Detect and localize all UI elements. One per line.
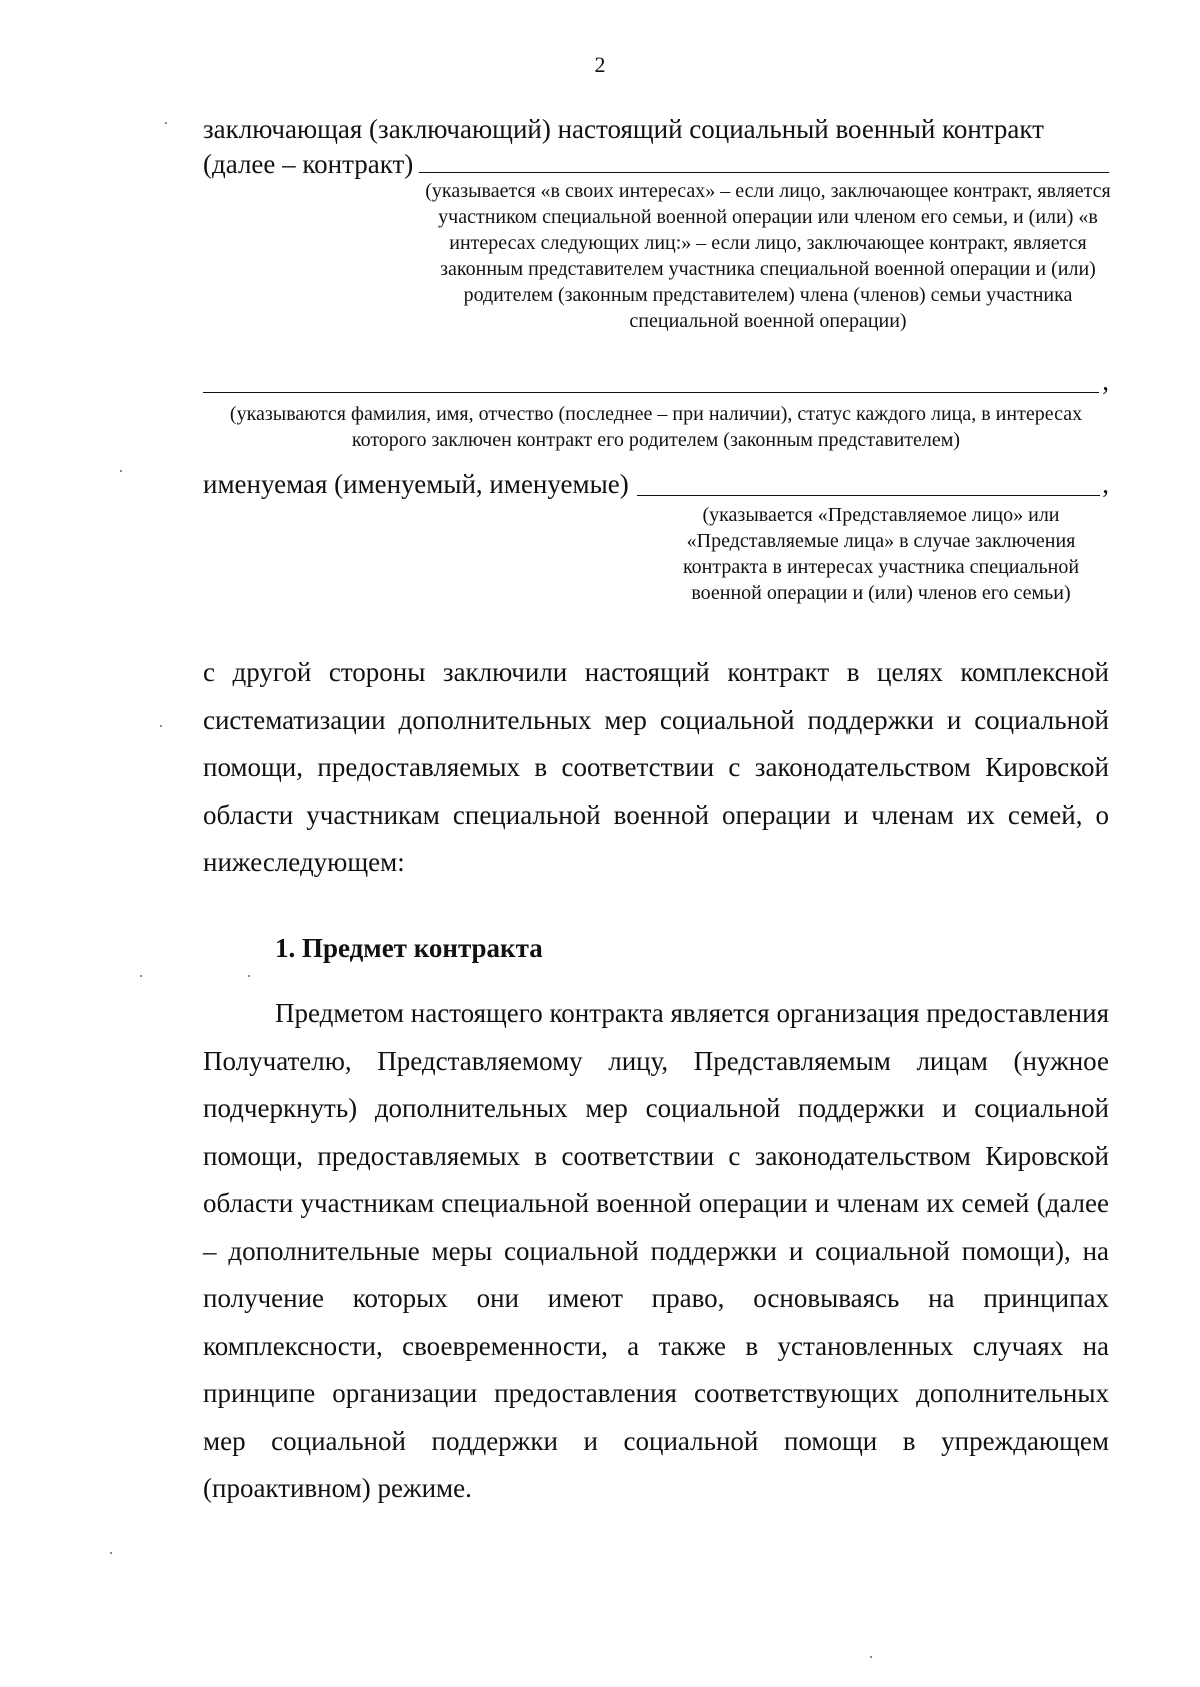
named-line-prefix: именуемая (именуемый, именуемые) [203, 469, 629, 499]
paragraph-sides: с другой стороны заключили настоящий контракт в целях комплексной систематизации дополнительных мер социальной поддержки и социальной помощи, предоставляемых в соответствии с законодательством Кировской области участникам специальной военной операции и членам их семей, о нижеследующем: [203, 657, 1109, 877]
trailing-comma: , [1102, 469, 1109, 499]
note-persons: (указываются фамилия, имя, отчество (последнее – при наличии), статус каждого лица, в интересах которого заключен контракт его родителем (законным представителем) [229, 403, 1083, 451]
scan-speck [165, 122, 167, 124]
paragraph-subject: Предметом настоящего контракта является организация предоставления Получателю, Представляемому лицу, Представляемым лицам (нужное подчеркнуть) дополнительных мер социальной поддержки и социальной помощи, предоставляемых в соответствии с законодательством Кировской области участникам специальной военной операции и членам их семей (далее – дополнительные меры социальной поддержки и социальной помощи), на получение которых они имеют право, основываясь на принципах комплексности, своевременности, а также в установленных случаях на принципе организации предоставления соответствующих дополнительных мер социальной поддержки и социальной помощи в упреждающем (проактивном) режиме. [203, 998, 1109, 1503]
scan-speck [120, 470, 122, 472]
section-title: 1. Предмет контракта [275, 933, 543, 963]
scan-speck [110, 1552, 112, 1554]
scan-speck [140, 975, 142, 977]
scan-speck [870, 1656, 872, 1658]
scan-speck [160, 725, 162, 727]
contract-party-line [203, 112, 1109, 182]
represented-persons-line [203, 366, 1109, 396]
note-interests: (указывается «в своих интересах» – если лицо, заключающее контракт, является участником специальной военной операции или членом его семьи, и (или) «в интересах следующих лиц:» – если лицо, заключающее контракт, является законным представителем участника специальной военной операции и (или) родителем (законным представителем) члена (членов) семьи участника специальной военной операции) [425, 180, 1111, 332]
represented-persons-blank-field[interactable] [203, 366, 1099, 393]
contract-line-text: заключающая (заключающий) настоящий социальный военный контракт [203, 114, 1044, 144]
page-number: 2 [594, 52, 606, 77]
named-blank-field[interactable] [637, 467, 1101, 496]
note-represented: (указывается «Представляемое лицо» или «Представляемые лица» в случае заключения контракта в интересах участника специальной военной операции и (или) членов его семьи) [682, 504, 1080, 604]
contract-line-prefix: (далее – контракт) [203, 149, 414, 179]
contract-blank-field[interactable] [419, 146, 1109, 173]
scan-speck [248, 975, 250, 977]
trailing-comma: , [1102, 366, 1109, 396]
named-line [203, 467, 1109, 501]
